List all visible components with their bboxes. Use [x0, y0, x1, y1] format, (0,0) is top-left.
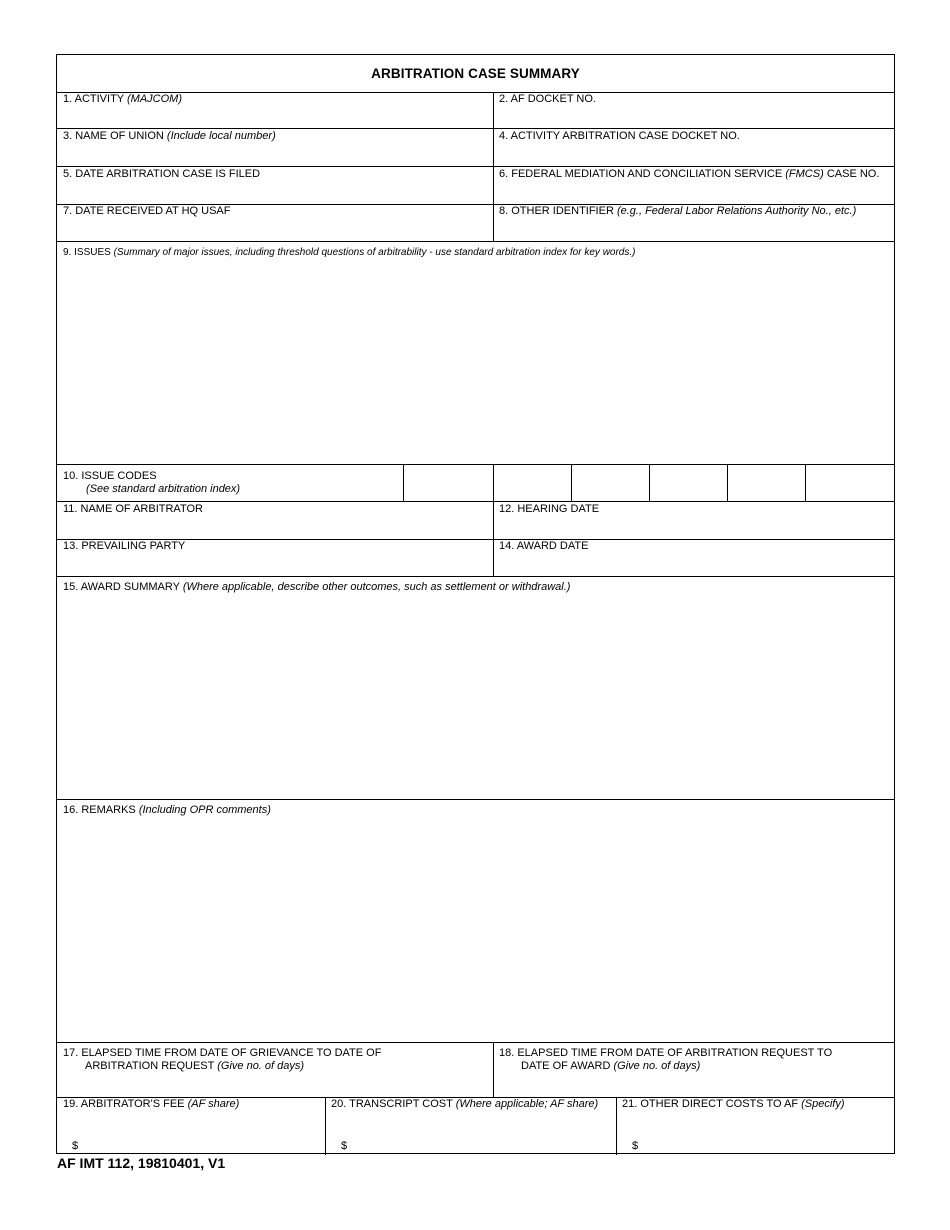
issue-code-1[interactable]: [404, 465, 492, 500]
fmcs-case-label: 6. FEDERAL MEDIATION AND CONCILIATION SERVICE (FMCS) CASE NO.: [499, 168, 880, 180]
activity-docket-label: 4. ACTIVITY ARBITRATION CASE DOCKET NO.: [499, 130, 740, 142]
issue-code-3[interactable]: [572, 465, 648, 500]
union-name-label: 3. NAME OF UNION (Include local number): [63, 130, 276, 142]
activity-label: 1. ACTIVITY (MAJCOM): [63, 93, 182, 105]
remarks-field[interactable]: [58, 819, 894, 1041]
form-id: AF IMT 112, 19810401, V1: [57, 1155, 226, 1171]
award-summary-label: 15. AWARD SUMMARY (Where applicable, describe other outcomes, such as settlement or withdrawal.): [63, 581, 571, 593]
arbitrator-fee-label: 19. ARBITRATOR'S FEE (AF share): [63, 1098, 240, 1110]
activity-docket-field[interactable]: [494, 144, 894, 165]
prevailing-party-field[interactable]: [58, 554, 492, 575]
issue-code-6[interactable]: [806, 465, 894, 500]
other-identifier-label: 8. OTHER IDENTIFIER (e.g., Federal Labor Relations Authority No., etc.): [499, 205, 857, 217]
hearing-date-field[interactable]: [494, 517, 894, 538]
date-received-label: 7. DATE RECEIVED AT HQ USAF: [63, 205, 231, 217]
other-identifier-field[interactable]: [494, 219, 894, 240]
af-docket-label: 2. AF DOCKET NO.: [499, 93, 596, 105]
transcript-cost-label: 20. TRANSCRIPT COST (Where applicable; AF share): [331, 1098, 599, 1110]
activity-field[interactable]: [58, 107, 492, 127]
af-docket-field[interactable]: [494, 107, 894, 127]
issue-code-5[interactable]: [728, 465, 804, 500]
elapsed-award-field[interactable]: [494, 1075, 894, 1096]
elapsed-award-label: 18. ELAPSED TIME FROM DATE OF ARBITRATION REQUEST TO: [499, 1047, 833, 1059]
elapsed-grievance-label-line2: ARBITRATION REQUEST (Give no. of days): [85, 1060, 305, 1072]
transcript-cost-field[interactable]: [352, 1133, 614, 1154]
arbitrator-fee-field[interactable]: [83, 1133, 323, 1154]
hearing-date-label: 12. HEARING DATE: [499, 503, 600, 515]
form-title: ARBITRATION CASE SUMMARY: [371, 66, 580, 81]
other-costs-field[interactable]: [643, 1133, 893, 1154]
union-name-field[interactable]: [58, 144, 492, 165]
prevailing-party-label: 13. PREVAILING PARTY: [63, 540, 186, 552]
arbitrator-name-label: 11. NAME OF ARBITRATOR: [63, 503, 203, 515]
elapsed-grievance-label: 17. ELAPSED TIME FROM DATE OF GRIEVANCE TO DATE OF: [63, 1047, 382, 1059]
arbitrator-name-field[interactable]: [58, 517, 492, 538]
elapsed-grievance-field[interactable]: [58, 1075, 492, 1096]
remarks-label: 16. REMARKS (Including OPR comments): [63, 804, 271, 816]
issue-codes-label: 10. ISSUE CODES: [63, 470, 157, 482]
issues-field[interactable]: [58, 261, 894, 463]
elapsed-award-label-line2: DATE OF AWARD (Give no. of days): [521, 1060, 701, 1072]
arbitration-form: [56, 54, 895, 1154]
issue-code-2[interactable]: [494, 465, 570, 500]
fmcs-case-field[interactable]: [494, 182, 894, 203]
award-date-label: 14. AWARD DATE: [499, 540, 589, 552]
award-summary-field[interactable]: [58, 596, 894, 798]
date-filed-field[interactable]: [58, 182, 492, 203]
issues-label: 9. ISSUES (Summary of major issues, including threshold questions of arbitrability - use standard arbitration index for key words.): [63, 247, 636, 258]
issue-codes-hint: (See standard arbitration index): [86, 483, 241, 495]
issue-code-4[interactable]: [650, 465, 726, 500]
date-received-field[interactable]: [58, 219, 492, 240]
arbitrator-fee-currency: $: [72, 1140, 79, 1152]
date-filed-label: 5. DATE ARBITRATION CASE IS FILED: [63, 168, 261, 180]
other-costs-currency: $: [632, 1140, 639, 1152]
transcript-cost-currency: $: [341, 1140, 348, 1152]
other-costs-label: 21. OTHER DIRECT COSTS TO AF (Specify): [622, 1098, 845, 1110]
award-date-field[interactable]: [494, 554, 894, 575]
